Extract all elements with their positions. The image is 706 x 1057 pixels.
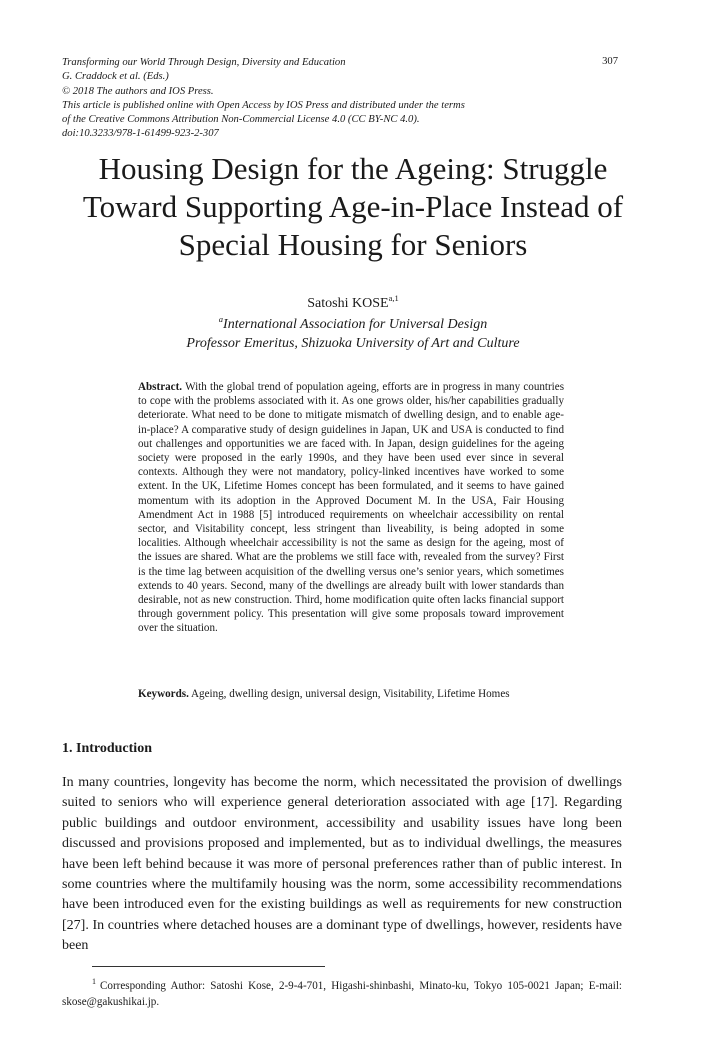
keywords-label: Keywords. — [138, 688, 189, 700]
header-license-1: This article is published online with Open Access by IOS Press and distributed under the terms — [62, 99, 465, 111]
header-copyright: © 2018 The authors and IOS Press. — [62, 85, 214, 97]
abstract-label: Abstract. — [138, 381, 183, 393]
author-position: Professor Emeritus, Shizuoka University of Art and Culture — [186, 335, 520, 351]
footnote-divider — [92, 966, 325, 967]
title-line-2: Toward Supporting Age-in-Place Instead of — [82, 189, 624, 224]
header-license-2: of the Creative Commons Attribution Non-Commercial License 4.0 (CC BY-NC 4.0). — [62, 114, 420, 126]
title-line-3: Special Housing for Seniors — [178, 227, 528, 262]
affiliation-mark: a — [218, 314, 224, 324]
footnote-text: Corresponding Author: Satoshi Kose, 2-9-4-701, Higashi-shinbashi, Minato-ku, Tokyo 105-0021 Japan; E-mail: skose@gakushikai.jp. — [62, 980, 622, 1008]
affiliation-block — [0, 310, 706, 353]
keywords-text: Ageing, dwelling design, universal design, Visitability, Lifetime Homes — [191, 688, 510, 700]
body-paragraph: In many countries, longevity has become the norm, which necessitated the provision of dwellings suited to seniors who will experience general deterioration associated with age [17]. Regarding public buildings and outdoor environment, accessibility and usability issues have long been discussed and provisions proposed and implemented, but as to individual dwellings, the measures have been left behind because it was more of personal preferences rather than of public interest. In some countries where the multifamily housing was the norm, some accessibility recommendations have been introduced even for the existing buildings as well as requirements for new construction [27]. In countries where detached houses are a dominant type of dwellings, however, residents have been — [62, 775, 622, 954]
author-marks: a,1 — [388, 293, 399, 303]
affiliation-line — [0, 310, 706, 335]
footnote — [62, 974, 622, 1010]
author-line — [0, 290, 706, 312]
section-heading: 1. Introduction — [62, 741, 152, 756]
header-doi[interactable]: doi:10.3233/978-1-61499-923-2-307 — [62, 128, 219, 140]
header-book-title: Transforming our World Through Design, Diversity and Education — [62, 57, 346, 68]
paper-title — [40, 150, 666, 264]
page-number: 307 — [602, 56, 618, 67]
footnote-mark: 1 — [92, 977, 96, 986]
abstract-text: With the global trend of population ageing, efforts are in progress in many countries to cope with the problems associated with it. As one grows older, his/her capabilities gradually deteriorate. What need to be done to mitigate mismatch of dwelling design, and to enable age-in-place? A comparative study of design guidelines in Japan, UK and USA is conducted to find out challenges and opportunities we are faced with. In Japan, design guidelines for the ageing society were proposed in the early 1990s, and they have been used ever since in several contexts. Although they were not mandatory, policy-linked incentives have worked to some extent. In the UK, Lifetime Homes concept has been formulated, and it seems to have gained momentum with its adoption in the Approved Document M. In the USA, Fair Housing Amendment Act in 1988 [5] introduced requirements on wheelchair accessibility on rental sector, and Visitability concept, less stringent than liveability, is being adopted in some localities. Although wheelchair accessibility is not the same as design for the ageing, most of the issues are shared. What are the problems we still face with, revealed from the survey? First is the time lag between acquisition of the dwelling versus one’s senior years, which sometimes extends to 40 years. Second, many of the dwellings are already built with lower standards than desirable, not as new construction. Third, home modification quite often lacks financial support through government policy. This presentation will give some proposals toward improvement over the situation. — [138, 381, 565, 635]
affiliation-name: International Association for Universal Design — [223, 317, 488, 332]
title-line-1: Housing Design for the Ageing: Struggle — [98, 151, 608, 186]
keywords — [138, 687, 578, 701]
header-editors: G. Craddock et al. (Eds.) — [62, 71, 169, 83]
abstract — [138, 380, 564, 636]
author-name: Satoshi KOSE — [307, 296, 389, 311]
running-header — [62, 56, 622, 142]
